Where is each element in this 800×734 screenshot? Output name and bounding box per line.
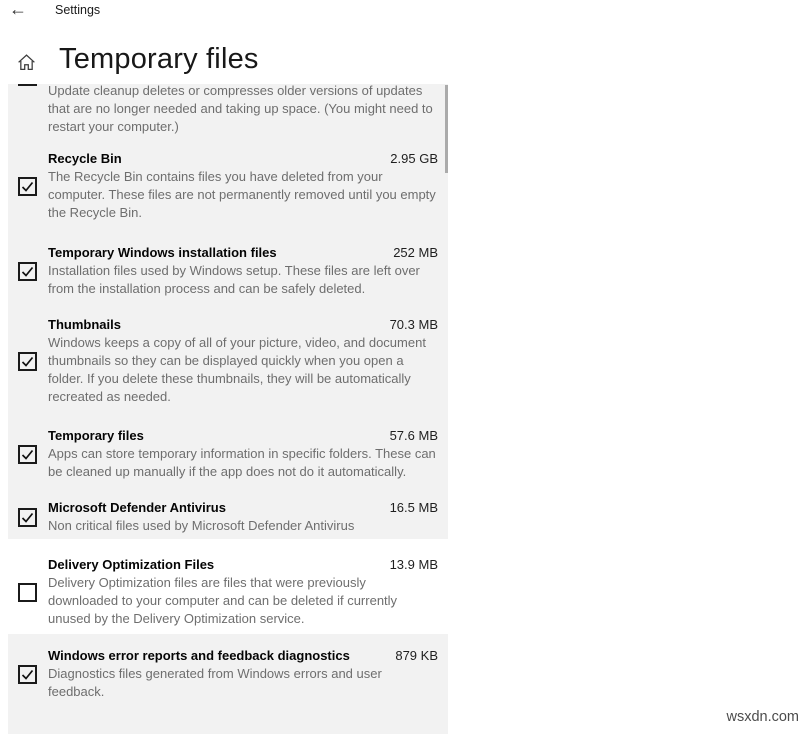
list-item-windows-error-reports xyxy=(8,634,448,734)
checkbox-column xyxy=(8,556,48,628)
item-description: Apps can store temporary information in specific folders. These can be cleaned up manually if the app does not do it automatically. xyxy=(48,446,436,479)
item-description: Installation files used by Windows setup. These files are left over from the installation process and can be safely deleted. xyxy=(48,263,420,296)
list-item-update-cleanup-partial xyxy=(8,84,448,150)
checkbox[interactable] xyxy=(18,583,37,602)
scrollbar-thumb[interactable] xyxy=(445,85,448,173)
back-button[interactable] xyxy=(9,0,27,19)
item-title: Thumbnails xyxy=(48,317,121,332)
item-title: Temporary files xyxy=(48,428,144,443)
item-content xyxy=(48,427,448,481)
item-title: Temporary Windows installation files xyxy=(48,245,277,260)
item-content xyxy=(48,86,448,136)
checkbox-partial[interactable] xyxy=(18,84,37,86)
checkbox[interactable] xyxy=(18,352,37,371)
checkbox[interactable] xyxy=(18,177,37,196)
item-description: Windows keeps a copy of all of your picture, video, and document thumbnails so they can be displayed quickly when you open a folder. If you delete these thumbnails, they will be automatically recreated as needed. xyxy=(48,335,426,404)
item-size: 2.95 GB xyxy=(390,151,438,166)
checkbox-column xyxy=(8,427,48,481)
item-title: Delivery Optimization Files xyxy=(48,557,215,572)
item-description: Delivery Optimization files are files that were previously downloaded to your computer and can be deleted if currently unused by the Delivery Optimization service. xyxy=(48,575,398,626)
item-size: 252 MB xyxy=(393,245,438,260)
checkmark-icon xyxy=(21,511,34,524)
item-size: 57.6 MB xyxy=(389,428,438,443)
item-description: Update cleanup deletes or compresses older versions of updates that are no longer needed and taking up space. (You might need to restart your computer.) xyxy=(48,84,433,134)
list-item-temporary-windows-installation-files xyxy=(8,244,448,316)
item-content xyxy=(48,316,448,406)
item-content xyxy=(48,556,448,628)
checkbox[interactable] xyxy=(18,262,37,281)
item-title-row xyxy=(48,499,438,517)
back-arrow-icon: ← xyxy=(9,0,27,19)
checkbox-column xyxy=(8,647,48,701)
item-description: Diagnostics files generated from Windows errors and user feedback. xyxy=(48,666,382,699)
checkbox[interactable] xyxy=(18,508,37,527)
temporary-files-list xyxy=(8,84,448,734)
item-size: 16.5 MB xyxy=(389,500,438,515)
item-content xyxy=(48,244,448,298)
checkmark-icon xyxy=(21,448,34,461)
item-title-row xyxy=(48,647,438,665)
checkbox-column xyxy=(8,316,48,406)
item-description: The Recycle Bin contains files you have deleted from your computer. These files are not permanently removed until you empty the Recycle Bin. xyxy=(48,169,436,220)
home-icon xyxy=(16,52,37,73)
item-title-row xyxy=(48,244,438,262)
item-title: Microsoft Defender Antivirus xyxy=(48,500,226,515)
checkbox-column xyxy=(8,86,48,136)
checkmark-icon xyxy=(21,668,34,681)
checkmark-icon xyxy=(21,180,34,193)
item-content xyxy=(48,150,448,222)
item-content xyxy=(48,499,448,535)
item-title: Windows error reports and feedback diagnostics xyxy=(48,648,350,663)
list-item-temporary-files xyxy=(8,427,448,499)
checkmark-icon xyxy=(21,355,34,368)
checkbox[interactable] xyxy=(18,445,37,464)
item-content xyxy=(48,647,448,701)
list-item-thumbnails xyxy=(8,316,448,427)
checkbox[interactable] xyxy=(18,665,37,684)
list-item-delivery-optimization-files xyxy=(8,539,448,634)
item-title-row xyxy=(48,427,438,445)
list-item-recycle-bin xyxy=(8,150,448,244)
page-title: Temporary files xyxy=(59,43,259,75)
item-size: 70.3 MB xyxy=(389,317,438,332)
checkbox-column xyxy=(8,499,48,535)
app-title: Settings xyxy=(55,3,101,17)
item-title-row xyxy=(48,316,438,334)
item-size: 879 KB xyxy=(395,648,438,663)
item-description: Non critical files used by Microsoft Defender Antivirus xyxy=(48,518,355,533)
checkbox-column xyxy=(8,244,48,298)
checkbox-column xyxy=(8,150,48,222)
checkmark-icon xyxy=(21,265,34,278)
item-title-row xyxy=(48,556,438,574)
item-title-row xyxy=(48,150,438,168)
item-title: Recycle Bin xyxy=(48,151,122,166)
watermark: wsxdn.com xyxy=(726,709,799,725)
item-size: 13.9 MB xyxy=(389,557,438,572)
list-item-microsoft-defender-antivirus xyxy=(8,499,448,539)
home-button[interactable] xyxy=(16,52,37,73)
